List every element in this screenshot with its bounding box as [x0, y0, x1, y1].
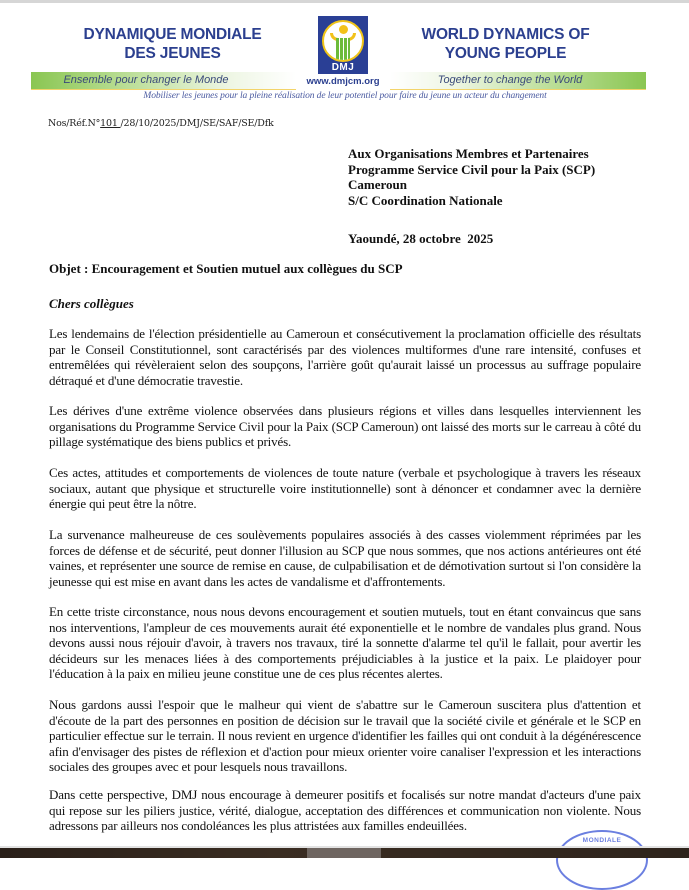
org-name-english [418, 25, 593, 63]
body-paragraph: Nous gardons aussi l'espoir que le malheur qui vient de s'abattre sur le Cameroun suscitera plus d'attention et d'écoute de la part des personnes en position de décision sur le travail que la société civile et générale et le SCP en particulier effectue sur le terrain. Il nous revient en urgence d'identifier les failles qui ont conduit à la dégénérescence afin d'envisager des pistes de réflexion et d'action pour mieux orienter voire canaliser l'expression et les interactions sociales des groupes avec et pour lesquels nous travaillons. [49, 697, 641, 775]
recipient-block [348, 146, 595, 208]
scrollbar-thumb[interactable] [307, 848, 381, 858]
reference-number [48, 118, 274, 129]
reference-suffix: /28/10/2025/DMJ/SE/SAF/SE/Dfk [120, 118, 274, 129]
org-name-french [80, 25, 265, 63]
body-paragraph: Dans cette perspective, DMJ nous encourage à demeurer positifs et focalisés sur notre mandat d'acteurs d'une paix qui repose sur les piliers justice, vérité, dialogue, acceptation des différences et communication non violente. Nous adressons par ailleurs nos condoléances les plus attristées aux familles endeuillées. [49, 787, 641, 834]
body-paragraph: Les lendemains de l'élection présidentielle au Cameroun et consécutivement la proclamation officielle des résultats par le Conseil Constitutionnel, sont caractérisés par des violences multiformes d'une rare intensité, confuses et entremêlées qui révèleraient selon des soupçons, l'arrière goût qu'aurait laissé un processus au suffrage populaire détraqué et d'une démocratie travestie. [49, 326, 641, 388]
org-name-french-line2: DES JEUNES [124, 45, 221, 62]
org-name-french-line1: DYNAMIQUE MONDIALE [83, 26, 262, 43]
org-name-english-line1: WORLD DYNAMICS OF [421, 26, 590, 43]
recipient-line: Programme Service Civil pour la Paix (SCP) [348, 161, 596, 177]
subject-text: : Encouragement et Soutien mutuel aux collègues du SCP [80, 261, 403, 276]
recipient-line: S/C Coordination Nationale [348, 192, 503, 208]
logo-text: DMJ [331, 62, 355, 73]
official-stamp [556, 830, 648, 890]
subject-label: Objet [49, 261, 81, 276]
salutation: Chers collègues [49, 296, 134, 311]
stamp-text: MONDIALE [582, 837, 622, 844]
slogan-french: Ensemble pour changer le Monde [63, 74, 229, 86]
subject-line [49, 261, 403, 277]
body-paragraph: La survenance malheureuse de ces soulèvements populaires associés à des casses violemment réprimées par les forces de défense et de sécurité, peut donner l'illusion au SCP que nous sommes, que nos actions antérieures ont été vaines, et représenter une source de remise en cause, de culpabilisation et de démotivation surtout si l'on considère la jeunesse qui est mise en avant dans les actes de vandalisme et d'affrontements. [49, 527, 641, 589]
letter-date: Yaoundé, 28 octobre 2025 [348, 231, 494, 246]
slogan-band-english [390, 72, 646, 90]
reference-prefix: Nos/Réf.N° [48, 118, 101, 129]
logo-emblem-icon [322, 20, 364, 62]
body-paragraph: Ces actes, attitudes et comportements de violences de toute nature (verbale et psychologique à travers les réseaux sociaux, autant que physique et structurelle voire institutionnelle) sont à dénoncer et condamner avec la dernière énergie qui peut être la nôtre. [49, 465, 641, 512]
website-url: www.dmjcm.org [306, 76, 380, 87]
org-name-english-line2: YOUNG PEOPLE [444, 45, 567, 62]
slogan-band-french [31, 72, 296, 90]
slogan-english: Together to change the World [437, 74, 583, 86]
body-paragraph: En cette triste circonstance, nous nous devons encouragement et soutien mutuels, tout en étant convaincus que sans nos interventions, l'ampleur de ces mouvements aurait été exponentielle et le nombre de vandales plus grand. Nous devons aussi nous réjouir d'avoir, à travers nos travaux, tiré la sonnette d'alarme tel qu'il le fallait, pour avertir les décideurs sur les menaces liées à des comportements préjudiciables à la justice et la paix. Le plaidoyer pour l'éducation à la paix en milieu jeune constitue une de ces plus récentes alertes. [49, 604, 641, 682]
org-motto: Mobiliser les jeunes pour la pleine réalisation de leur potentiel pour faire du jeune un acteur du changement [143, 91, 547, 101]
recipient-line: Cameroun [348, 177, 407, 192]
dmj-logo [318, 16, 368, 74]
recipient-line: Aux Organisations Membres et Partenaires [348, 146, 589, 161]
page-top-border [0, 0, 689, 3]
reference-num: 101 [100, 118, 121, 129]
body-paragraph: Les dérives d'une extrême violence observées dans plusieurs régions et villes dans lesquelles interviennent les organisations du Programme Service Civil pour la Paix (SCP Cameroun) ont laissé des morts sur le carreau à côté du pillage systématique des biens publics et privés. [49, 403, 641, 450]
